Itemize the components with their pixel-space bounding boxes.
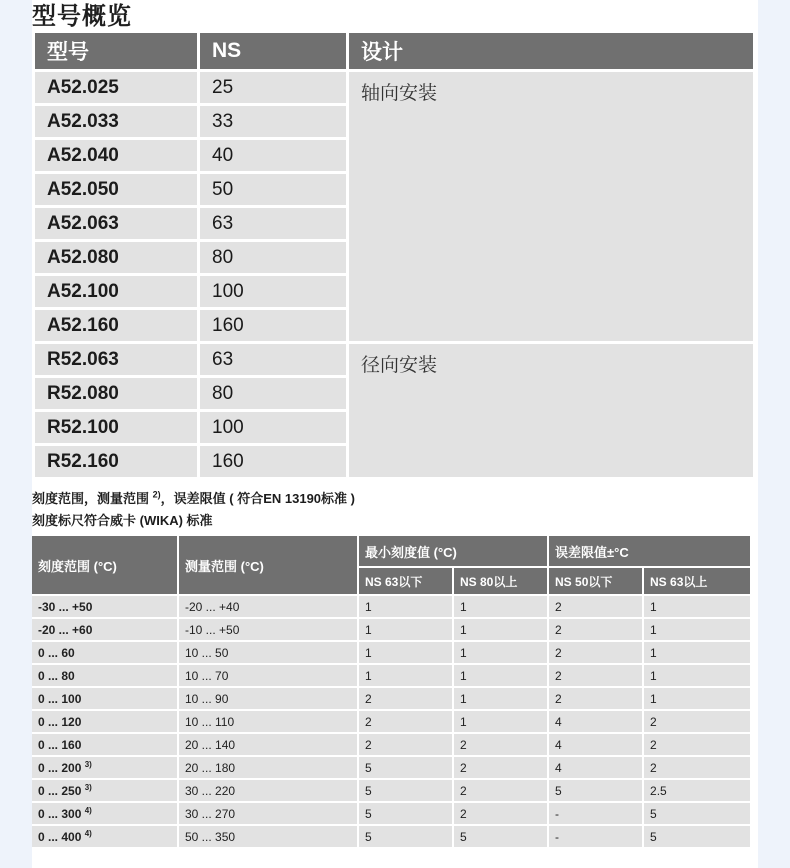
header-measuring-range: 测量范围 (°C) bbox=[179, 536, 357, 594]
measuring-range-cell: -20 ... +40 bbox=[179, 596, 357, 617]
model-ns: 50 bbox=[200, 174, 346, 205]
left-margin-strip bbox=[0, 0, 32, 868]
range-row bbox=[32, 780, 750, 801]
subheader-error-ns50: NS 50以下 bbox=[549, 568, 642, 594]
range-row bbox=[32, 757, 750, 778]
design-cell: 径向安装 bbox=[349, 344, 753, 477]
model-row bbox=[35, 72, 753, 103]
model-code: A52.033 bbox=[35, 106, 197, 137]
min-div-ns80-cell: 2 bbox=[454, 803, 547, 824]
model-ns: 40 bbox=[200, 140, 346, 171]
model-code: R52.080 bbox=[35, 378, 197, 409]
model-code: R52.063 bbox=[35, 344, 197, 375]
scale-range-value: 0 ... 300 bbox=[38, 807, 82, 821]
min-div-ns63-cell: 1 bbox=[359, 619, 452, 640]
header-error-limit: 误差限值±°C bbox=[549, 536, 750, 566]
error-ns63-cell: 1 bbox=[644, 642, 750, 663]
min-div-ns80-cell: 1 bbox=[454, 665, 547, 686]
measuring-range-cell: 30 ... 270 bbox=[179, 803, 357, 824]
subheader-min-div-ns80: NS 80以上 bbox=[454, 568, 547, 594]
error-ns63-cell: 5 bbox=[644, 803, 750, 824]
measuring-range-cell: 50 ... 350 bbox=[179, 826, 357, 847]
model-code: R52.100 bbox=[35, 412, 197, 443]
caption-text-a: 刻度范围，测量范围 bbox=[32, 491, 150, 506]
error-ns50-cell: 4 bbox=[549, 734, 642, 755]
min-div-ns63-cell: 5 bbox=[359, 780, 452, 801]
model-ns: 63 bbox=[200, 208, 346, 239]
model-ns: 80 bbox=[200, 378, 346, 409]
scale-footnote-ref: 4) bbox=[84, 806, 92, 815]
model-ns: 25 bbox=[200, 72, 346, 103]
model-code: A52.063 bbox=[35, 208, 197, 239]
scale-range-cell bbox=[32, 803, 177, 824]
min-div-ns80-cell: 1 bbox=[454, 711, 547, 732]
error-ns63-cell: 1 bbox=[644, 619, 750, 640]
min-div-ns63-cell: 2 bbox=[359, 711, 452, 732]
error-ns63-cell: 2 bbox=[644, 734, 750, 755]
measuring-range-cell: 10 ... 70 bbox=[179, 665, 357, 686]
error-ns50-cell: 2 bbox=[549, 688, 642, 709]
model-code: A52.080 bbox=[35, 242, 197, 273]
model-ns: 160 bbox=[200, 446, 346, 477]
model-code: A52.025 bbox=[35, 72, 197, 103]
min-div-ns63-cell: 1 bbox=[359, 596, 452, 617]
scale-range-cell bbox=[32, 642, 177, 663]
error-ns50-cell: - bbox=[549, 826, 642, 847]
subheader-error-ns63: NS 63以上 bbox=[644, 568, 750, 594]
model-ns: 100 bbox=[200, 412, 346, 443]
range-row bbox=[32, 688, 750, 709]
min-div-ns80-cell: 1 bbox=[454, 688, 547, 709]
model-row bbox=[35, 344, 753, 375]
scale-range-table bbox=[30, 534, 752, 849]
min-div-ns63-cell: 2 bbox=[359, 734, 452, 755]
scale-footnote-ref: 3) bbox=[84, 760, 92, 769]
scale-range-cell bbox=[32, 665, 177, 686]
model-code: R52.160 bbox=[35, 446, 197, 477]
error-ns50-cell: 2 bbox=[549, 642, 642, 663]
scale-range-value: 0 ... 160 bbox=[38, 737, 82, 752]
caption-footnote-ref: 2) bbox=[152, 489, 161, 500]
range-row bbox=[32, 642, 750, 663]
min-div-ns63-cell: 1 bbox=[359, 665, 452, 686]
scale-range-cell bbox=[32, 757, 177, 778]
measuring-range-cell: 10 ... 110 bbox=[179, 711, 357, 732]
scale-range-value: 0 ... 200 bbox=[38, 761, 82, 775]
scale-range-value: 0 ... 400 bbox=[38, 830, 82, 844]
min-div-ns80-cell: 2 bbox=[454, 734, 547, 755]
scale-range-cell bbox=[32, 780, 177, 801]
scale-footnote-ref: 4) bbox=[84, 829, 92, 838]
scale-range-value: 0 ... 100 bbox=[38, 691, 82, 706]
scale-range-cell bbox=[32, 619, 177, 640]
error-ns63-cell: 5 bbox=[644, 826, 750, 847]
scale-range-cell bbox=[32, 711, 177, 732]
error-ns63-cell: 1 bbox=[644, 688, 750, 709]
scale-range-cell bbox=[32, 688, 177, 709]
min-div-ns63-cell: 2 bbox=[359, 688, 452, 709]
header-ns: NS bbox=[200, 33, 346, 69]
header-scale-range: 刻度范围 (°C) bbox=[32, 536, 177, 594]
caption-text-b: ，误差限值 ( 符合EN 13190标准 ) bbox=[160, 491, 355, 506]
model-code: A52.160 bbox=[35, 310, 197, 341]
min-div-ns80-cell: 2 bbox=[454, 757, 547, 778]
min-div-ns63-cell: 1 bbox=[359, 642, 452, 663]
model-overview-table bbox=[32, 30, 756, 480]
measuring-range-cell: 20 ... 140 bbox=[179, 734, 357, 755]
right-margin-strip bbox=[758, 0, 790, 868]
range-row bbox=[32, 596, 750, 617]
range-row bbox=[32, 803, 750, 824]
model-ns: 100 bbox=[200, 276, 346, 307]
min-div-ns80-cell: 2 bbox=[454, 780, 547, 801]
min-div-ns80-cell: 1 bbox=[454, 642, 547, 663]
measuring-range-cell: 20 ... 180 bbox=[179, 757, 357, 778]
scale-range-value: -20 ... +60 bbox=[38, 622, 93, 637]
model-ns: 63 bbox=[200, 344, 346, 375]
measuring-range-cell: 10 ... 50 bbox=[179, 642, 357, 663]
range-row bbox=[32, 665, 750, 686]
error-ns50-cell: 2 bbox=[549, 619, 642, 640]
model-ns: 33 bbox=[200, 106, 346, 137]
model-ns: 80 bbox=[200, 242, 346, 273]
error-ns63-cell: 1 bbox=[644, 596, 750, 617]
scale-range-value: 0 ... 250 bbox=[38, 784, 82, 798]
error-ns50-cell: 5 bbox=[549, 780, 642, 801]
scale-range-value: 0 ... 80 bbox=[38, 668, 75, 683]
section-title: 型号概览 bbox=[32, 3, 132, 30]
scale-range-value: 0 ... 60 bbox=[38, 645, 75, 660]
subheader-min-div-ns63: NS 63以下 bbox=[359, 568, 452, 594]
scale-range-cell bbox=[32, 826, 177, 847]
header-design: 设计 bbox=[349, 33, 753, 69]
header-min-division: 最小刻度值 (°C) bbox=[359, 536, 547, 566]
scale-range-cell bbox=[32, 596, 177, 617]
error-ns63-cell: 2 bbox=[644, 711, 750, 732]
range-table-caption bbox=[32, 488, 355, 507]
range-row bbox=[32, 826, 750, 847]
scale-range-cell bbox=[32, 734, 177, 755]
error-ns63-cell: 1 bbox=[644, 665, 750, 686]
model-table-header-row bbox=[35, 33, 753, 69]
range-row bbox=[32, 619, 750, 640]
min-div-ns80-cell: 1 bbox=[454, 619, 547, 640]
min-div-ns80-cell: 1 bbox=[454, 596, 547, 617]
scale-footnote-ref: 3) bbox=[84, 783, 92, 792]
min-div-ns63-cell: 5 bbox=[359, 826, 452, 847]
range-table-subcaption: 刻度标尺符合威卡 (WIKA) 标准 bbox=[32, 513, 213, 528]
error-ns50-cell: 4 bbox=[549, 757, 642, 778]
scale-range-value: -30 ... +50 bbox=[38, 599, 93, 614]
error-ns63-cell: 2 bbox=[644, 757, 750, 778]
scale-range-value: 0 ... 120 bbox=[38, 714, 82, 729]
range-row bbox=[32, 711, 750, 732]
design-cell: 轴向安装 bbox=[349, 72, 753, 341]
range-table-header-row bbox=[32, 536, 750, 566]
model-code: A52.040 bbox=[35, 140, 197, 171]
min-div-ns63-cell: 5 bbox=[359, 803, 452, 824]
model-code: A52.100 bbox=[35, 276, 197, 307]
error-ns50-cell: - bbox=[549, 803, 642, 824]
range-row bbox=[32, 734, 750, 755]
measuring-range-cell: 30 ... 220 bbox=[179, 780, 357, 801]
measuring-range-cell: 10 ... 90 bbox=[179, 688, 357, 709]
header-model: 型号 bbox=[35, 33, 197, 69]
error-ns50-cell: 2 bbox=[549, 665, 642, 686]
model-ns: 160 bbox=[200, 310, 346, 341]
error-ns50-cell: 4 bbox=[549, 711, 642, 732]
error-ns50-cell: 2 bbox=[549, 596, 642, 617]
measuring-range-cell: -10 ... +50 bbox=[179, 619, 357, 640]
error-ns63-cell: 2.5 bbox=[644, 780, 750, 801]
min-div-ns63-cell: 5 bbox=[359, 757, 452, 778]
min-div-ns80-cell: 5 bbox=[454, 826, 547, 847]
model-code: A52.050 bbox=[35, 174, 197, 205]
